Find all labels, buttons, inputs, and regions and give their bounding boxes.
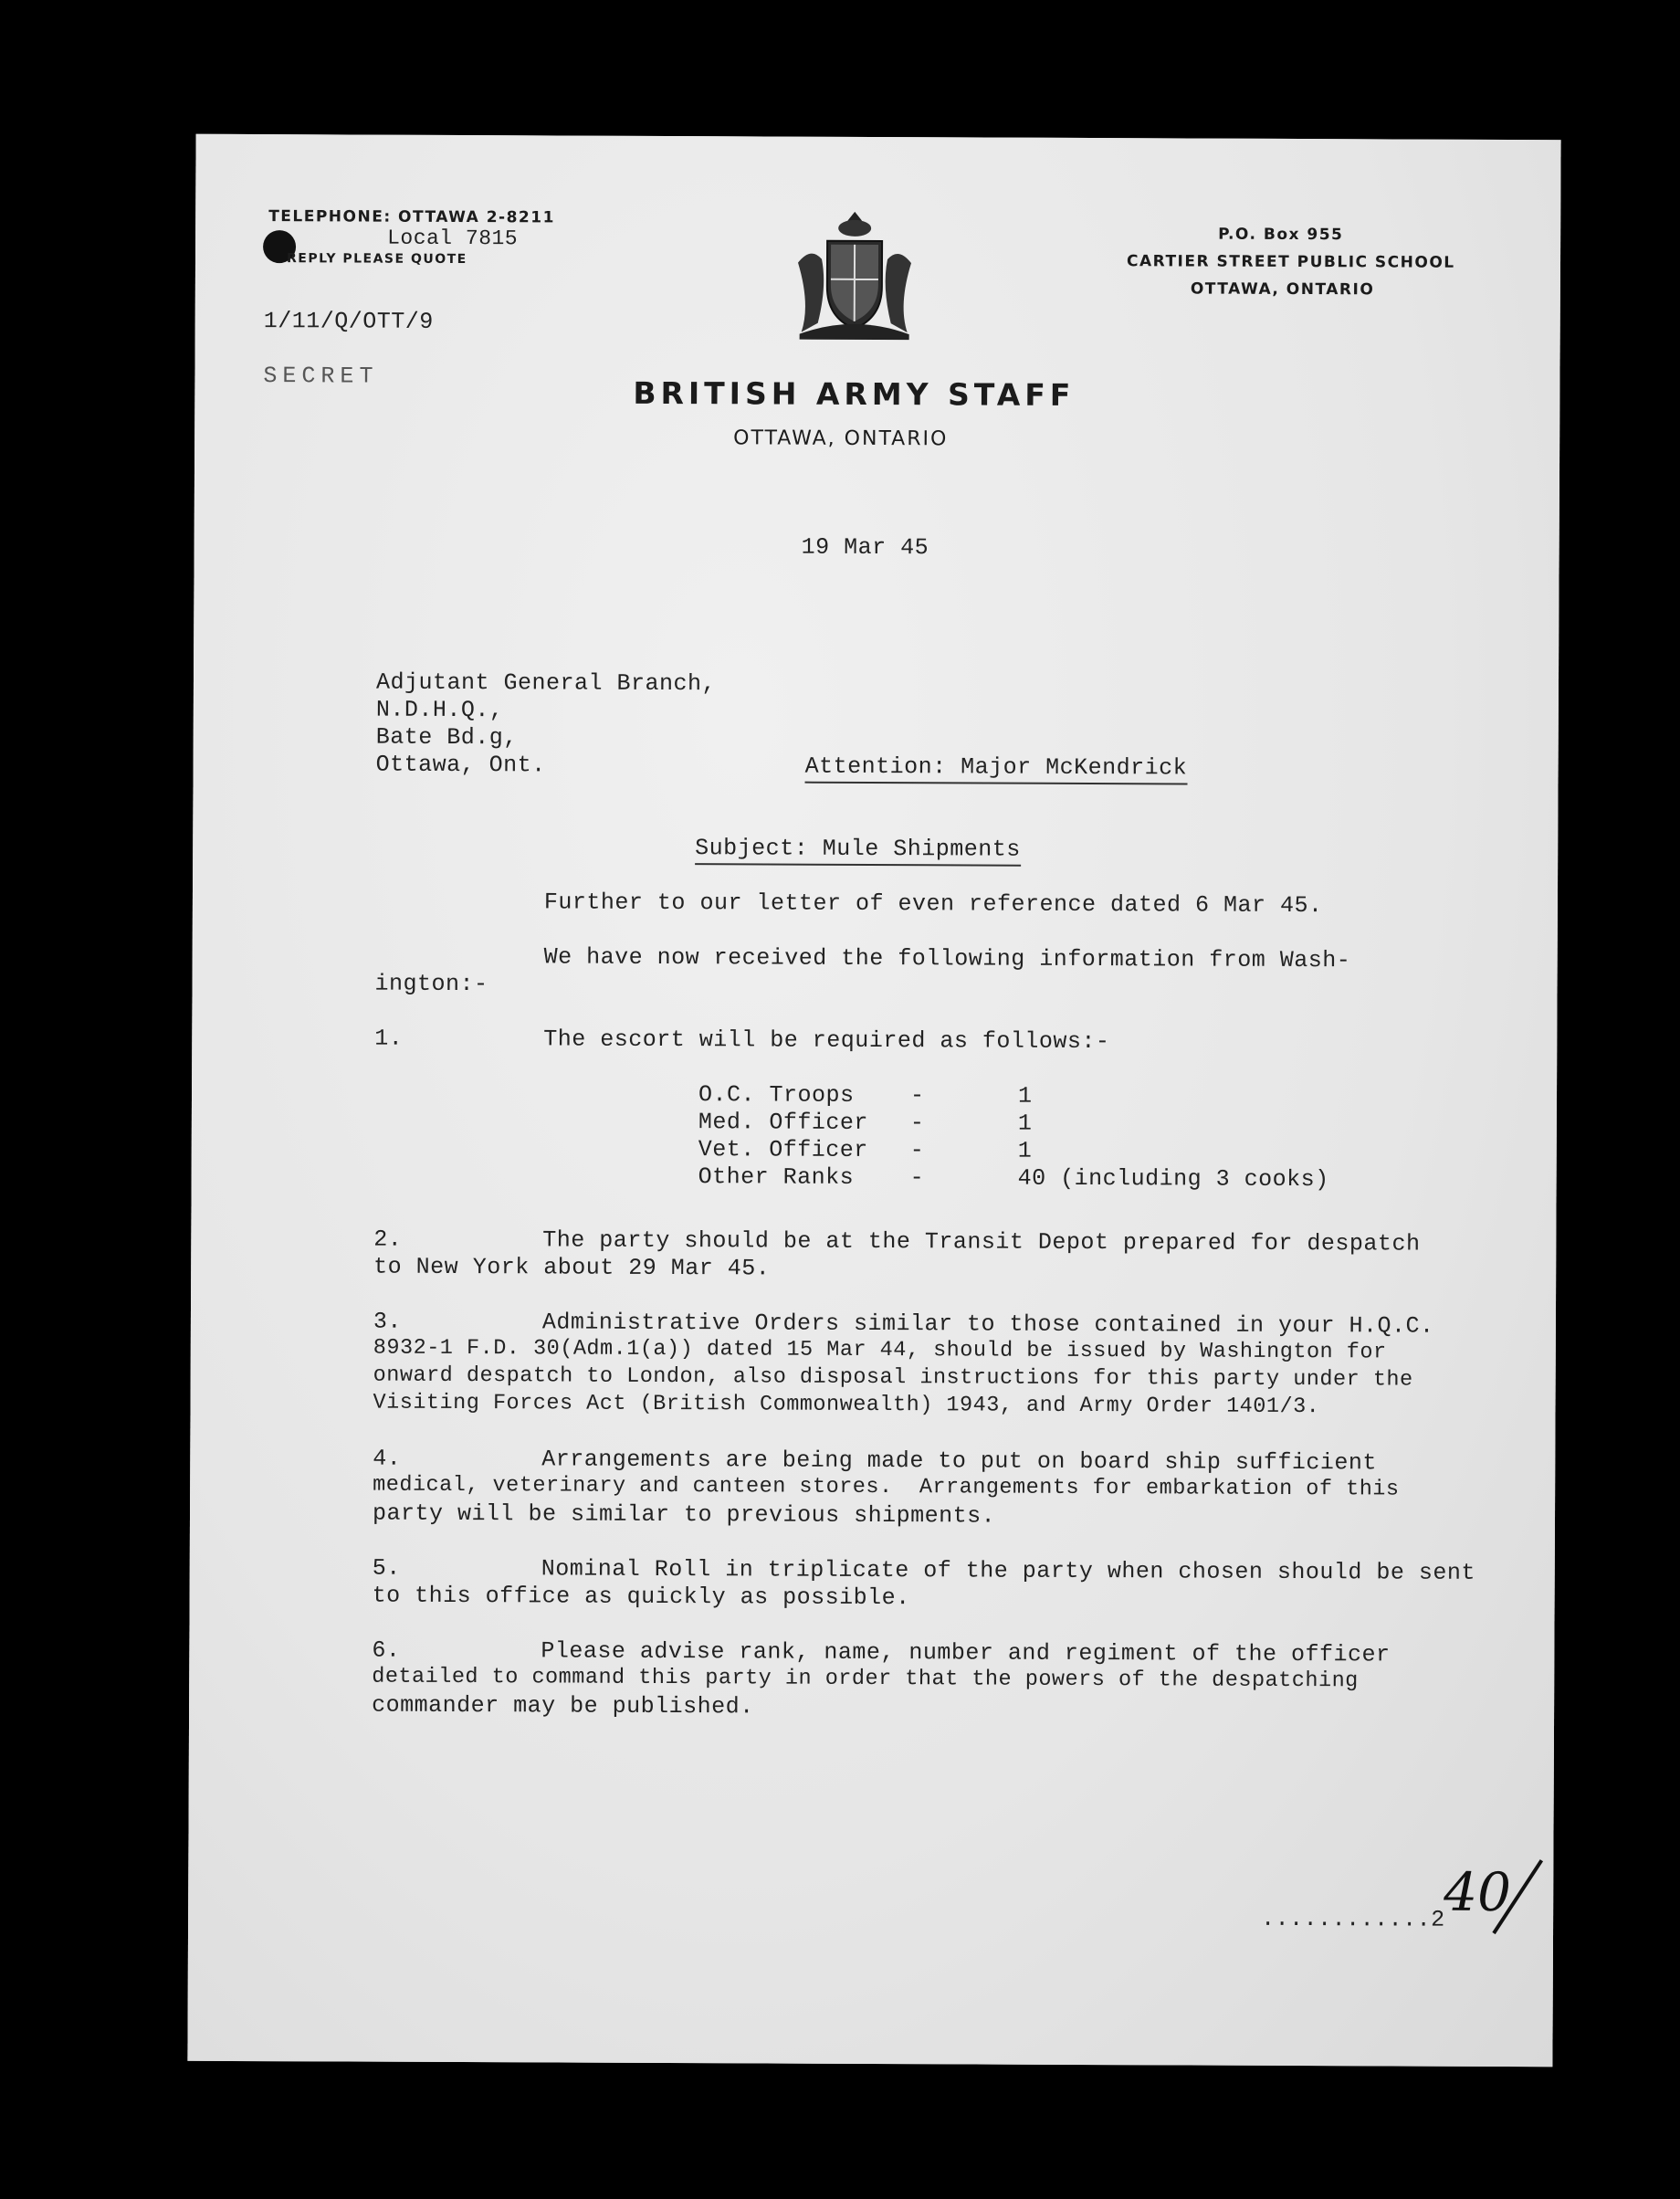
escort-rank: Med. Officer [698, 1109, 868, 1136]
letter-date: 19 Mar 45 [801, 533, 929, 562]
item-4-text-c: party will be similar to previous shipments. [372, 1499, 996, 1530]
item-number-5: 5. [372, 1554, 401, 1582]
escort-dash: - [909, 1164, 925, 1192]
escort-rank: Vet. Officer [698, 1136, 868, 1163]
item-4-text-b: medical, veterinary and canteen stores. Arrangements for embarkation of this [373, 1472, 1400, 1502]
item-1-text: The escort will be required as follows:- [543, 1026, 1110, 1056]
item-number-1: 1. [374, 1025, 404, 1052]
item-6-text-b: detailed to command this party in order that the powers of the despatching [372, 1664, 1359, 1694]
local-extension: Local 7815 [387, 226, 519, 251]
file-reference: 1/11/Q/OTT/9 [263, 308, 434, 335]
item-6-text-a: Please advise rank, name, number and regiment of the officer [541, 1637, 1391, 1668]
reply-quote-line: REPLY PLEASE QUOTE [286, 251, 467, 268]
secret-marking: SECRET [263, 363, 379, 390]
letterhead-title: BRITISH ARMY STAFF [633, 374, 1076, 413]
item-3-text-a: Administrative Orders similar to those contained in your H.Q.C. [541, 1309, 1434, 1340]
telephone-line: TELEPHONE: OTTAWA 2-8211 [268, 207, 555, 227]
city-address: OTTAWA, ONTARIO [1190, 279, 1375, 300]
letter-page [187, 134, 1560, 2067]
address-line-3: Bate Bd.g, [375, 723, 518, 752]
escort-count: 40 (including 3 cooks) [1017, 1164, 1329, 1194]
item-5-text-b: to this office as quickly as possible. [372, 1582, 910, 1612]
intro-paragraph-2a: We have now received the following information from Wash- [543, 943, 1351, 974]
intro-paragraph-1: Further to our letter of even reference dated 6 Mar 45. [543, 889, 1323, 920]
item-2-text-b: to New York about 29 Mar 45. [373, 1253, 771, 1282]
item-number-4: 4. [373, 1445, 402, 1472]
escort-dash: - [909, 1137, 925, 1164]
address-line-1: Adjutant General Branch, [375, 668, 717, 698]
item-number-6: 6. [372, 1636, 401, 1664]
royal-coat-of-arms-icon [791, 208, 919, 344]
item-3-text-d: Visiting Forces Act (British Commonwealth) 1943, and Army Order 1401/3. [373, 1390, 1320, 1420]
item-3-text-c: onward despatch to London, also disposal instructions for this party under the [373, 1363, 1413, 1393]
item-4-text-a: Arrangements are being made to put on board ship sufficient [541, 1446, 1377, 1477]
item-6-text-c: commander may be published. [372, 1691, 754, 1720]
item-3-text-b: 8932-1 F.D. 30(Adm.1(a)) dated 15 Mar 44, should be issued by Washington for [373, 1335, 1387, 1365]
continuation-marker: ............2 [1261, 1905, 1445, 1933]
escort-rank: O.C. Troops [698, 1081, 855, 1109]
escort-dash: - [909, 1082, 925, 1110]
item-number-3: 3. [373, 1308, 403, 1335]
escort-count: 1 [1017, 1082, 1033, 1110]
po-box: P.O. Box 955 [1218, 225, 1344, 245]
intro-paragraph-2b: ington:- [374, 970, 488, 998]
item-2-text-a: The party should be at the Transit Depot prepared for despatch [542, 1226, 1421, 1257]
item-number-2: 2. [373, 1226, 403, 1253]
escort-table [698, 1081, 1338, 1194]
handwritten-slash-mark [1485, 1857, 1549, 1939]
escort-rank: Other Ranks [698, 1163, 855, 1191]
escort-count: 1 [1017, 1137, 1033, 1164]
subject-line: Subject: Mule Shipments [695, 835, 1021, 867]
address-line-4: Ottawa, Ont. [375, 751, 546, 779]
letterhead-subtitle: OTTAWA, ONTARIO [733, 426, 949, 451]
school-address: CARTIER STREET PUBLIC SCHOOL [1126, 252, 1455, 272]
handwritten-folio-number: 40 [1444, 1860, 1512, 1924]
escort-dash: - [909, 1110, 925, 1137]
attention-line: Attention: Major McKendrick [805, 753, 1188, 785]
escort-count: 1 [1017, 1110, 1033, 1137]
address-line-2: N.D.H.Q., [375, 696, 504, 724]
item-5-text-a: Nominal Roll in triplicate of the party when chosen should be sent [541, 1555, 1475, 1586]
